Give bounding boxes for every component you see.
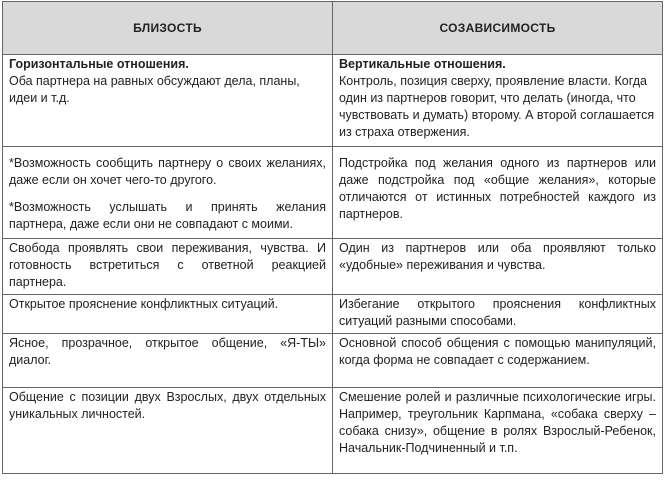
cell-closeness bbox=[3, 239, 333, 295]
cell-codependency bbox=[333, 55, 663, 147]
cell-closeness bbox=[3, 388, 333, 474]
table-row bbox=[3, 147, 663, 239]
cell-text: Смешение ролей и различные психологические игры. Например, треугольник Карпмана, «собака сверху – собака снизу», общение в ролях Взрослый-Ребенок, Начальник-Подчиненный и т.п. bbox=[339, 390, 656, 455]
cell-title: Вертикальные отношения. bbox=[339, 57, 506, 71]
cell-text: Открытое прояснение конфликтных ситуаций. bbox=[9, 297, 279, 311]
cell-codependency bbox=[333, 388, 663, 474]
header-closeness: БЛИЗОСТЬ bbox=[3, 2, 333, 55]
cell-text: Один из партнеров или оба проявляют только «удобные» переживания и чувства. bbox=[339, 241, 656, 272]
cell-closeness bbox=[3, 147, 333, 239]
cell-text: Подстройка под желания одного из партнеров или даже подстройка под «общие желания», которые отличаются от истинных потребностей каждого из партнеров. bbox=[339, 156, 656, 221]
comparison-table bbox=[2, 1, 663, 474]
header-row bbox=[3, 2, 663, 55]
cell-text: Ясное, прозрачное, открытое общение, «Я-ТЫ» диалог. bbox=[9, 336, 326, 367]
cell-text: Основной способ общения с помощью манипуляций, когда форма не совпадает с содержанием. bbox=[339, 336, 656, 367]
table-row bbox=[3, 55, 663, 147]
cell-closeness bbox=[3, 295, 333, 334]
cell-codependency bbox=[333, 295, 663, 334]
table-row bbox=[3, 239, 663, 295]
cell-closeness bbox=[3, 334, 333, 388]
cell-text: Избегание открытого прояснения конфликтных ситуаций разными способами. bbox=[339, 297, 656, 328]
cell-text: *Возможность услышать и принять желания партнера, даже если они не совпадают с моими. bbox=[9, 200, 326, 231]
cell-codependency bbox=[333, 239, 663, 295]
cell-text: Контроль, позиция сверху, проявление власти. Когда один из партнеров говорит, что делать (иногда, что чувствовать и думать) второму. А второй соглашается из страха отвержения. bbox=[339, 74, 655, 139]
cell-title: Горизонтальные отношения. bbox=[9, 57, 189, 71]
header-codependency: СОЗАВИСИМОСТЬ bbox=[333, 2, 663, 55]
table-row bbox=[3, 388, 663, 474]
cell-text: *Возможность сообщить партнеру о своих желаниях, даже если он хочет чего-то другого. bbox=[9, 156, 326, 187]
cell-text: Общение с позиции двух Взрослых, двух отдельных уникальных личностей. bbox=[9, 390, 326, 421]
cell-codependency bbox=[333, 147, 663, 239]
cell-text: Свобода проявлять свои переживания, чувства. И готовность встретиться с ответной реакцией партнера. bbox=[9, 241, 326, 289]
table-row bbox=[3, 334, 663, 388]
cell-codependency bbox=[333, 334, 663, 388]
cell-closeness bbox=[3, 55, 333, 147]
cell-text: Оба партнера на равных обсуждают дела, планы, идеи и т.д. bbox=[9, 74, 300, 105]
table-row bbox=[3, 295, 663, 334]
